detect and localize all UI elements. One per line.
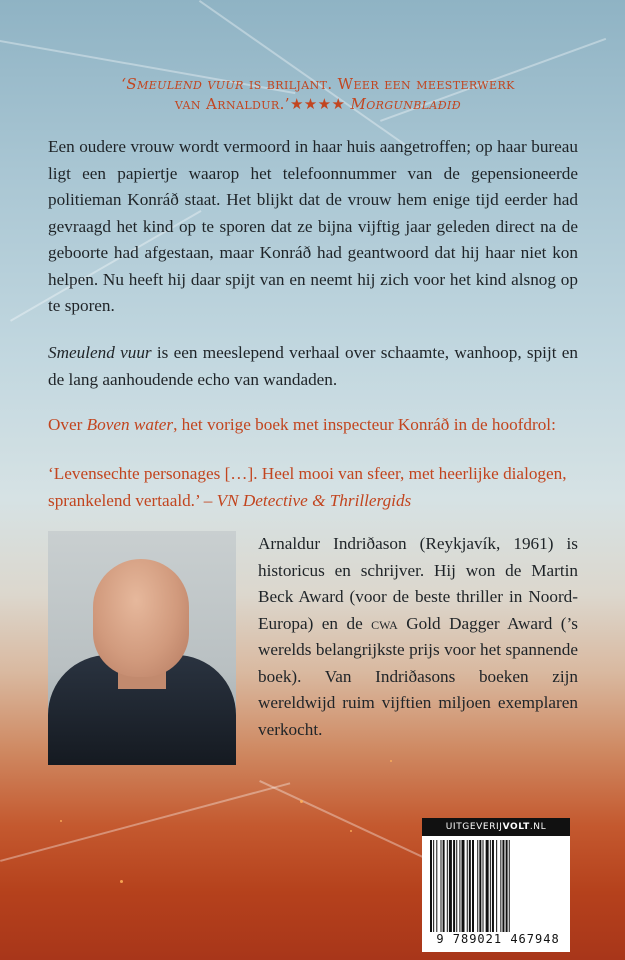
ember <box>60 820 62 822</box>
quote-source: Morgunblaðið <box>350 95 462 113</box>
author-bio-text-end: Gold Dagger Award (’s werelds belangrijkste prijs voor het spannende boek). Van Indriðasons boeken zijn wereldwijd ruim vijftien miljoen exemplaren verkocht. <box>258 613 578 739</box>
quote-book-title: ‘Smeulend vuur <box>121 75 244 93</box>
blurb-paragraph-2 <box>48 340 578 393</box>
barcode-bar <box>436 840 437 932</box>
blurb-paragraph-1: Een oudere vrouw wordt vermoord in haar huis aangetroffen; op haar bureau ligt een papiertje waarop het telefoonnummer van de gepensioneerde politieman Konráð staat. Het blijkt dat de vrouw hem enige tijd eerder had gevraagd het kind op te sporen dat ze bijna vijftig jaar geleden direct na de geboorte had afgestaan, maar Konráð had geantwoord dat hij haar niet kon helpen. Nu heeft hij daar spijt van en neemt hij zich voor het kind alsnog op te sporen. <box>48 137 578 315</box>
barcode-bar <box>469 840 471 932</box>
blurb-paragraph-2-text: is een meeslepend verhaal over schaamte, wanhoop, spijt en de lang aanhoudende echo van wandaden. <box>48 343 579 389</box>
ember <box>300 800 303 803</box>
barcode-bar <box>502 840 504 932</box>
press-quote-line-1 <box>48 74 588 94</box>
barcode-bar <box>430 840 432 932</box>
isbn-number: 9 789021 467948 <box>436 932 560 946</box>
barcode-bar <box>449 840 452 932</box>
review-source: VN Detective & Thrillergids <box>216 490 412 510</box>
barcode-bar <box>477 840 478 932</box>
rating-stars: ★★★★ <box>289 95 346 113</box>
review-quote <box>48 461 578 514</box>
barcode-bar <box>472 840 474 932</box>
barcode-bar <box>492 840 494 932</box>
press-quote-line-2 <box>48 94 588 114</box>
ember <box>390 760 392 762</box>
barcode-bar <box>441 840 442 932</box>
barcode-bar <box>490 840 491 932</box>
quote-text-end: van Arnaldur.’ <box>174 95 290 113</box>
previous-suffix: , het vorige boek met inspecteur Konráð in de hoofdrol: <box>173 415 556 434</box>
barcode-bar <box>447 840 448 932</box>
review-text: ‘Levensechte personages […]. Heel mooi van sfeer, met heerlijke dialogen, sprankelend vertaald.’ – <box>48 464 567 510</box>
barcode-bar <box>456 840 457 932</box>
barcode-bar <box>479 840 481 932</box>
author-bio-award: cwa <box>371 613 398 633</box>
barcode-bar <box>509 840 510 932</box>
previous-book-line <box>48 412 588 438</box>
barcode-bar <box>453 840 455 932</box>
barcode-bar <box>506 840 508 932</box>
previous-book-title: Boven water <box>86 415 174 434</box>
author-photo <box>48 531 236 765</box>
barcode-bar <box>500 840 501 932</box>
barcode-bar <box>496 840 497 932</box>
book-title: Smeulend vuur <box>48 343 152 362</box>
barcode-bar <box>443 840 445 932</box>
barcode-bar <box>462 840 465 932</box>
barcode <box>430 840 562 932</box>
press-quote <box>48 74 588 114</box>
author-bio-text: Arnaldur Indriðason (Reykjavík, 1961) is historicus en schrijver. Hij won de Martin Beck Award (voor de beste thriller in Noord-Europa) en de <box>258 534 578 633</box>
barcode-bar <box>459 840 460 932</box>
barcode-bar <box>433 840 434 932</box>
barcode-bar <box>486 840 489 932</box>
publisher-url: UITGEVERIJVOLT.NL <box>422 818 570 836</box>
ember <box>350 830 352 832</box>
ember <box>120 880 123 883</box>
previous-prefix: Over <box>48 415 87 434</box>
barcode-bar <box>467 840 468 932</box>
barcode-bar <box>483 840 484 932</box>
author-bio <box>258 531 578 743</box>
quote-text: is briljant. Weer een meesterwerk <box>243 75 515 93</box>
